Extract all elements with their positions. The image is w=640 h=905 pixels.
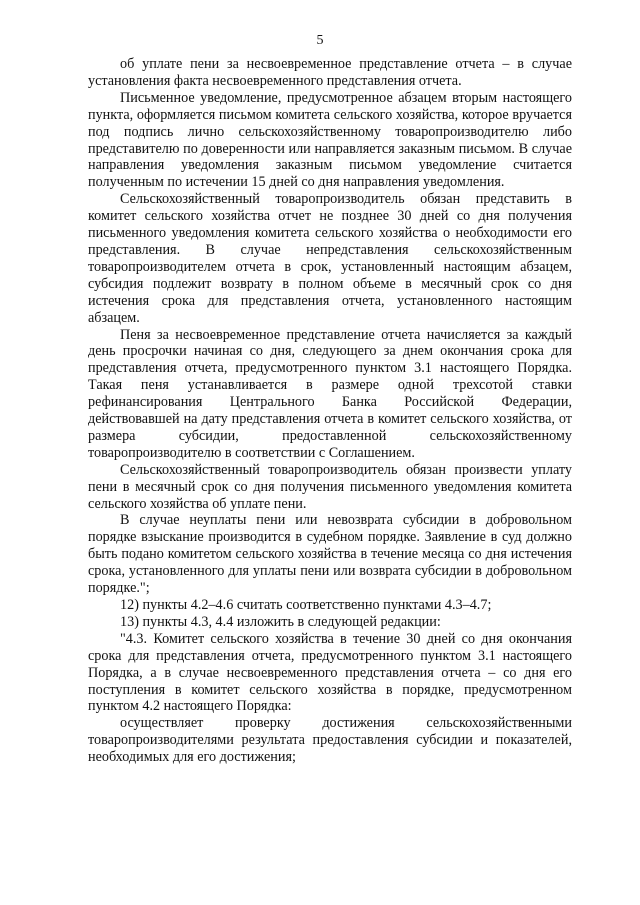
paragraph-verification: осуществляет проверку достижения сельскохозяйственными товаропроизводителями результата предоставления субсидии и показателей, необходимых для его достижения; bbox=[88, 715, 572, 766]
paragraph-penalty-accrual: Пеня за несвоевременное представление отчета начисляется за каждый день просрочки начиная со дня, следующего за днем окончания срока для представления отчета, предусмотренного пунктом 3.1 настоящего Порядка. Такая пеня устанавливается в размере одной трехсотой ставки рефинансирования Центрального Банка Российской Федерации, действовавшей на дату представления отчета в комитет сельского хозяйства, от размера субсидии, предоставленной сельскохозяйственному товаропроизводителю в соответствии с Соглашением. bbox=[88, 326, 572, 461]
paragraph-report-obligation: Сельскохозяйственный товаропроизводитель обязан представить в комитет сельского хозяйства отчет не позднее 30 дней со дня получения письменного уведомления комитета сельского хозяйства о необходимости его представления. В случае непредставления сельскохозяйственным товаропроизводителем отчета в срок, установленный настоящим абзацем, субсидия подлежит возврату в полном объеме в месячный срок со дня истечения срока для представления отчета, установленного настоящим абзацем. bbox=[88, 191, 572, 326]
paragraph-penalty-notice: об уплате пени за несвоевременное представление отчета – в случае установления факта несвоевременного представления отчета. bbox=[88, 56, 572, 89]
paragraph-court-recovery: В случае неуплаты пени или невозврата субсидии в добровольном порядке взыскание производится в судебном порядке. Заявление в суд должно быть подано комитетом сельского хозяйства в течение месяца со дня истечения срока, установленного для уплаты пени или возврата субсидии в добровольном порядке."; bbox=[88, 512, 572, 597]
paragraph-item-12: 12) пункты 4.2–4.6 считать соответственно пунктами 4.3–4.7; bbox=[120, 597, 492, 613]
paragraph-written-notification: Письменное уведомление, предусмотренное абзацем вторым настоящего пункта, оформляется письмом комитета сельского хозяйства, которое вручается под подпись лично сельскохозяйственному товаропроизводителю либо представителю по доверенности или направляется заказным письмом. В случае направления уведомления заказным письмом уведомление считается полученным по истечении 15 дней со дня направления уведомления. bbox=[88, 89, 572, 191]
page-number: 5 bbox=[316, 33, 324, 48]
paragraph-item-13: 13) пункты 4.3, 4.4 изложить в следующей редакции: bbox=[120, 613, 441, 630]
paragraph-penalty-payment: Сельскохозяйственный товаропроизводитель обязан произвести уплату пени в месячный срок со дня получения письменного уведомления комитета сельского хозяйства об уплате пени. bbox=[88, 461, 572, 512]
document-body bbox=[88, 56, 572, 766]
paragraph-clause-4-3: "4.3. Комитет сельского хозяйства в течение 30 дней со дня окончания срока для представления отчета, предусмотренного пунктом 3.1 настоящего Порядка, а в случае несвоевременного представления отчета – со дня его поступления в комитет сельского хозяйства в порядке, предусмотренном пунктом 4.2 настоящего Порядка: bbox=[88, 630, 572, 715]
